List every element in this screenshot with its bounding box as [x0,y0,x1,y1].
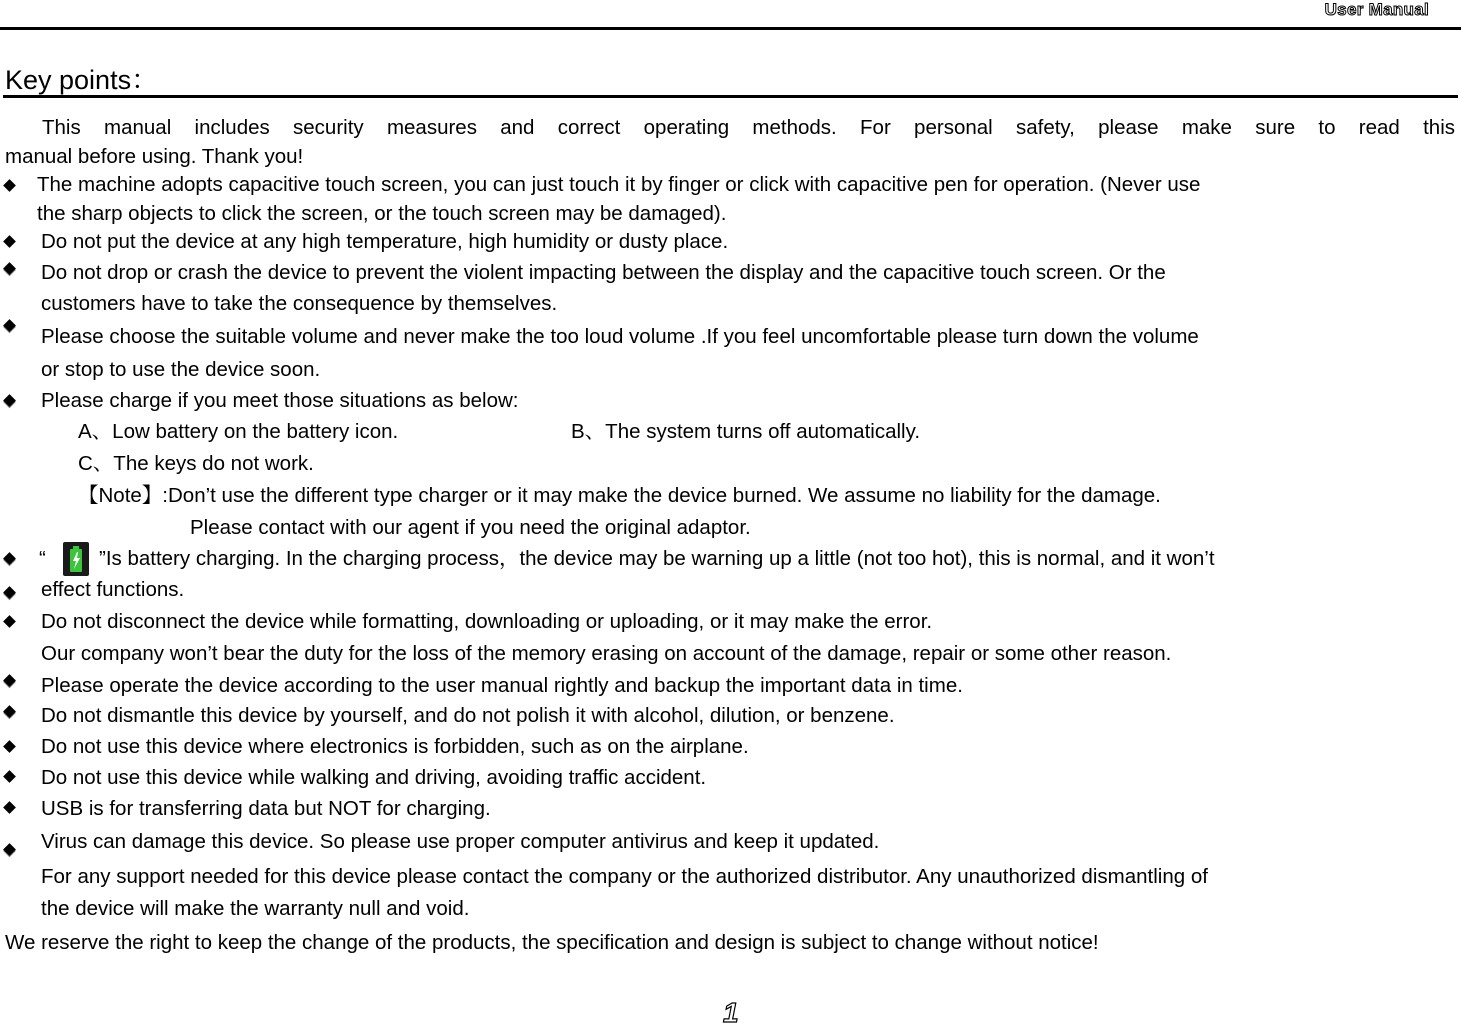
electronics-item: Do not use this device where electronics is forbidden, such as on the airplane. [41,735,749,758]
section-title: Key points： [5,65,159,95]
charge-option-c: C、The keys do not work. [78,452,314,475]
charger-note-line-2: Please contact with our agent if you need the original adaptor. [190,516,751,539]
touch-line-2: the sharp objects to click the screen, or the touch screen may be damaged). [37,202,727,225]
change-notice: We reserve the right to keep the change of the products, the specification and design is subject to change without notice! [5,931,1099,954]
diamond-bullet-icon [3,235,16,248]
charge-option-b: B、The system turns off automatically. [571,420,921,443]
diamond-bullet-icon [3,262,16,275]
diamond-bullet-icon [3,394,16,407]
charge-option-a: A、Low battery on the battery icon. [78,420,399,443]
support-line-1: For any support needed for this device please contact the company or the authorized distributor. Any unauthorized dismantling of [41,865,1208,888]
disconnect-line-2: Our company won’t bear the duty for the loss of the memory erasing on account of the damage, repair or some other reason. [41,642,1172,665]
diamond-bullet-icon [3,801,16,814]
dismantle-item: Do not dismantle this device by yourself, and do not polish it with alcohol, dilution, or benzene. [41,704,895,727]
diamond-bullet-icon [3,705,16,718]
diamond-bullet-icon [3,586,16,599]
battery-line-1: ”Is battery charging. In the charging process，the device may be warning up a little (not too hot), this is normal, and it won’t [99,547,1215,570]
section-rule [3,95,1458,98]
charger-note-line-1: 【Note】:Don’t use the different type charger or it may make the device burned. We assume no liability for the damage. [78,484,1161,507]
touch-line-1: The machine adopts capacitive touch screen, you can just touch it by finger or click with capacitive pen for operation. (Never use [37,173,1201,196]
diamond-bullet-icon [3,674,16,687]
disconnect-line-1: Do not disconnect the device while formatting, downloading or uploading, or it may make the error. [41,610,933,633]
page-number: 1 [723,997,739,1028]
volume-line-1: Please choose the suitable volume and never make the too loud volume .If you feel uncomfortable please turn down the volume [41,325,1199,348]
virus-item: Virus can damage this device. So please use proper computer antivirus and keep it updated. [41,830,880,853]
diamond-bullet-icon [3,770,16,783]
diamond-bullet-icon [3,319,16,332]
drop-line-1: Do not drop or crash the device to prevent the violent impacting between the display and the capacitive touch screen. Or the [41,261,1166,284]
diamond-bullet-icon [3,552,16,565]
diamond-bullet-icon [3,179,16,192]
header-rule [0,27,1461,30]
support-line-2: the device will make the warranty null and void. [41,897,470,920]
operate-item: Please operate the device according to the user manual rightly and backup the important data in time. [41,674,963,697]
temperature-item: Do not put the device at any high temperature, high humidity or dusty place. [41,230,729,253]
battery-line-2: effect functions. [41,578,185,601]
header-title: User Manual [1324,0,1429,19]
diamond-bullet-icon [3,615,16,628]
drop-line-2: customers have to take the consequence by themselves. [41,292,558,315]
intro-line-2: manual before using. Thank you! [5,145,304,168]
diamond-bullet-icon [3,843,16,856]
walking-item: Do not use this device while walking and driving, avoiding traffic accident. [41,766,707,789]
volume-line-2: or stop to use the device soon. [41,358,321,381]
battery-charging-icon [63,542,89,576]
intro-line-1: This manual includes security measures and correct operating methods. For personal safety, please make sure to read this [42,116,1455,139]
diamond-bullet-icon [3,740,16,753]
usb-item: USB is for transferring data but NOT for charging. [41,797,491,820]
charge-intro: Please charge if you meet those situations as below: [41,389,519,412]
battery-quote-open: “ [39,547,46,570]
